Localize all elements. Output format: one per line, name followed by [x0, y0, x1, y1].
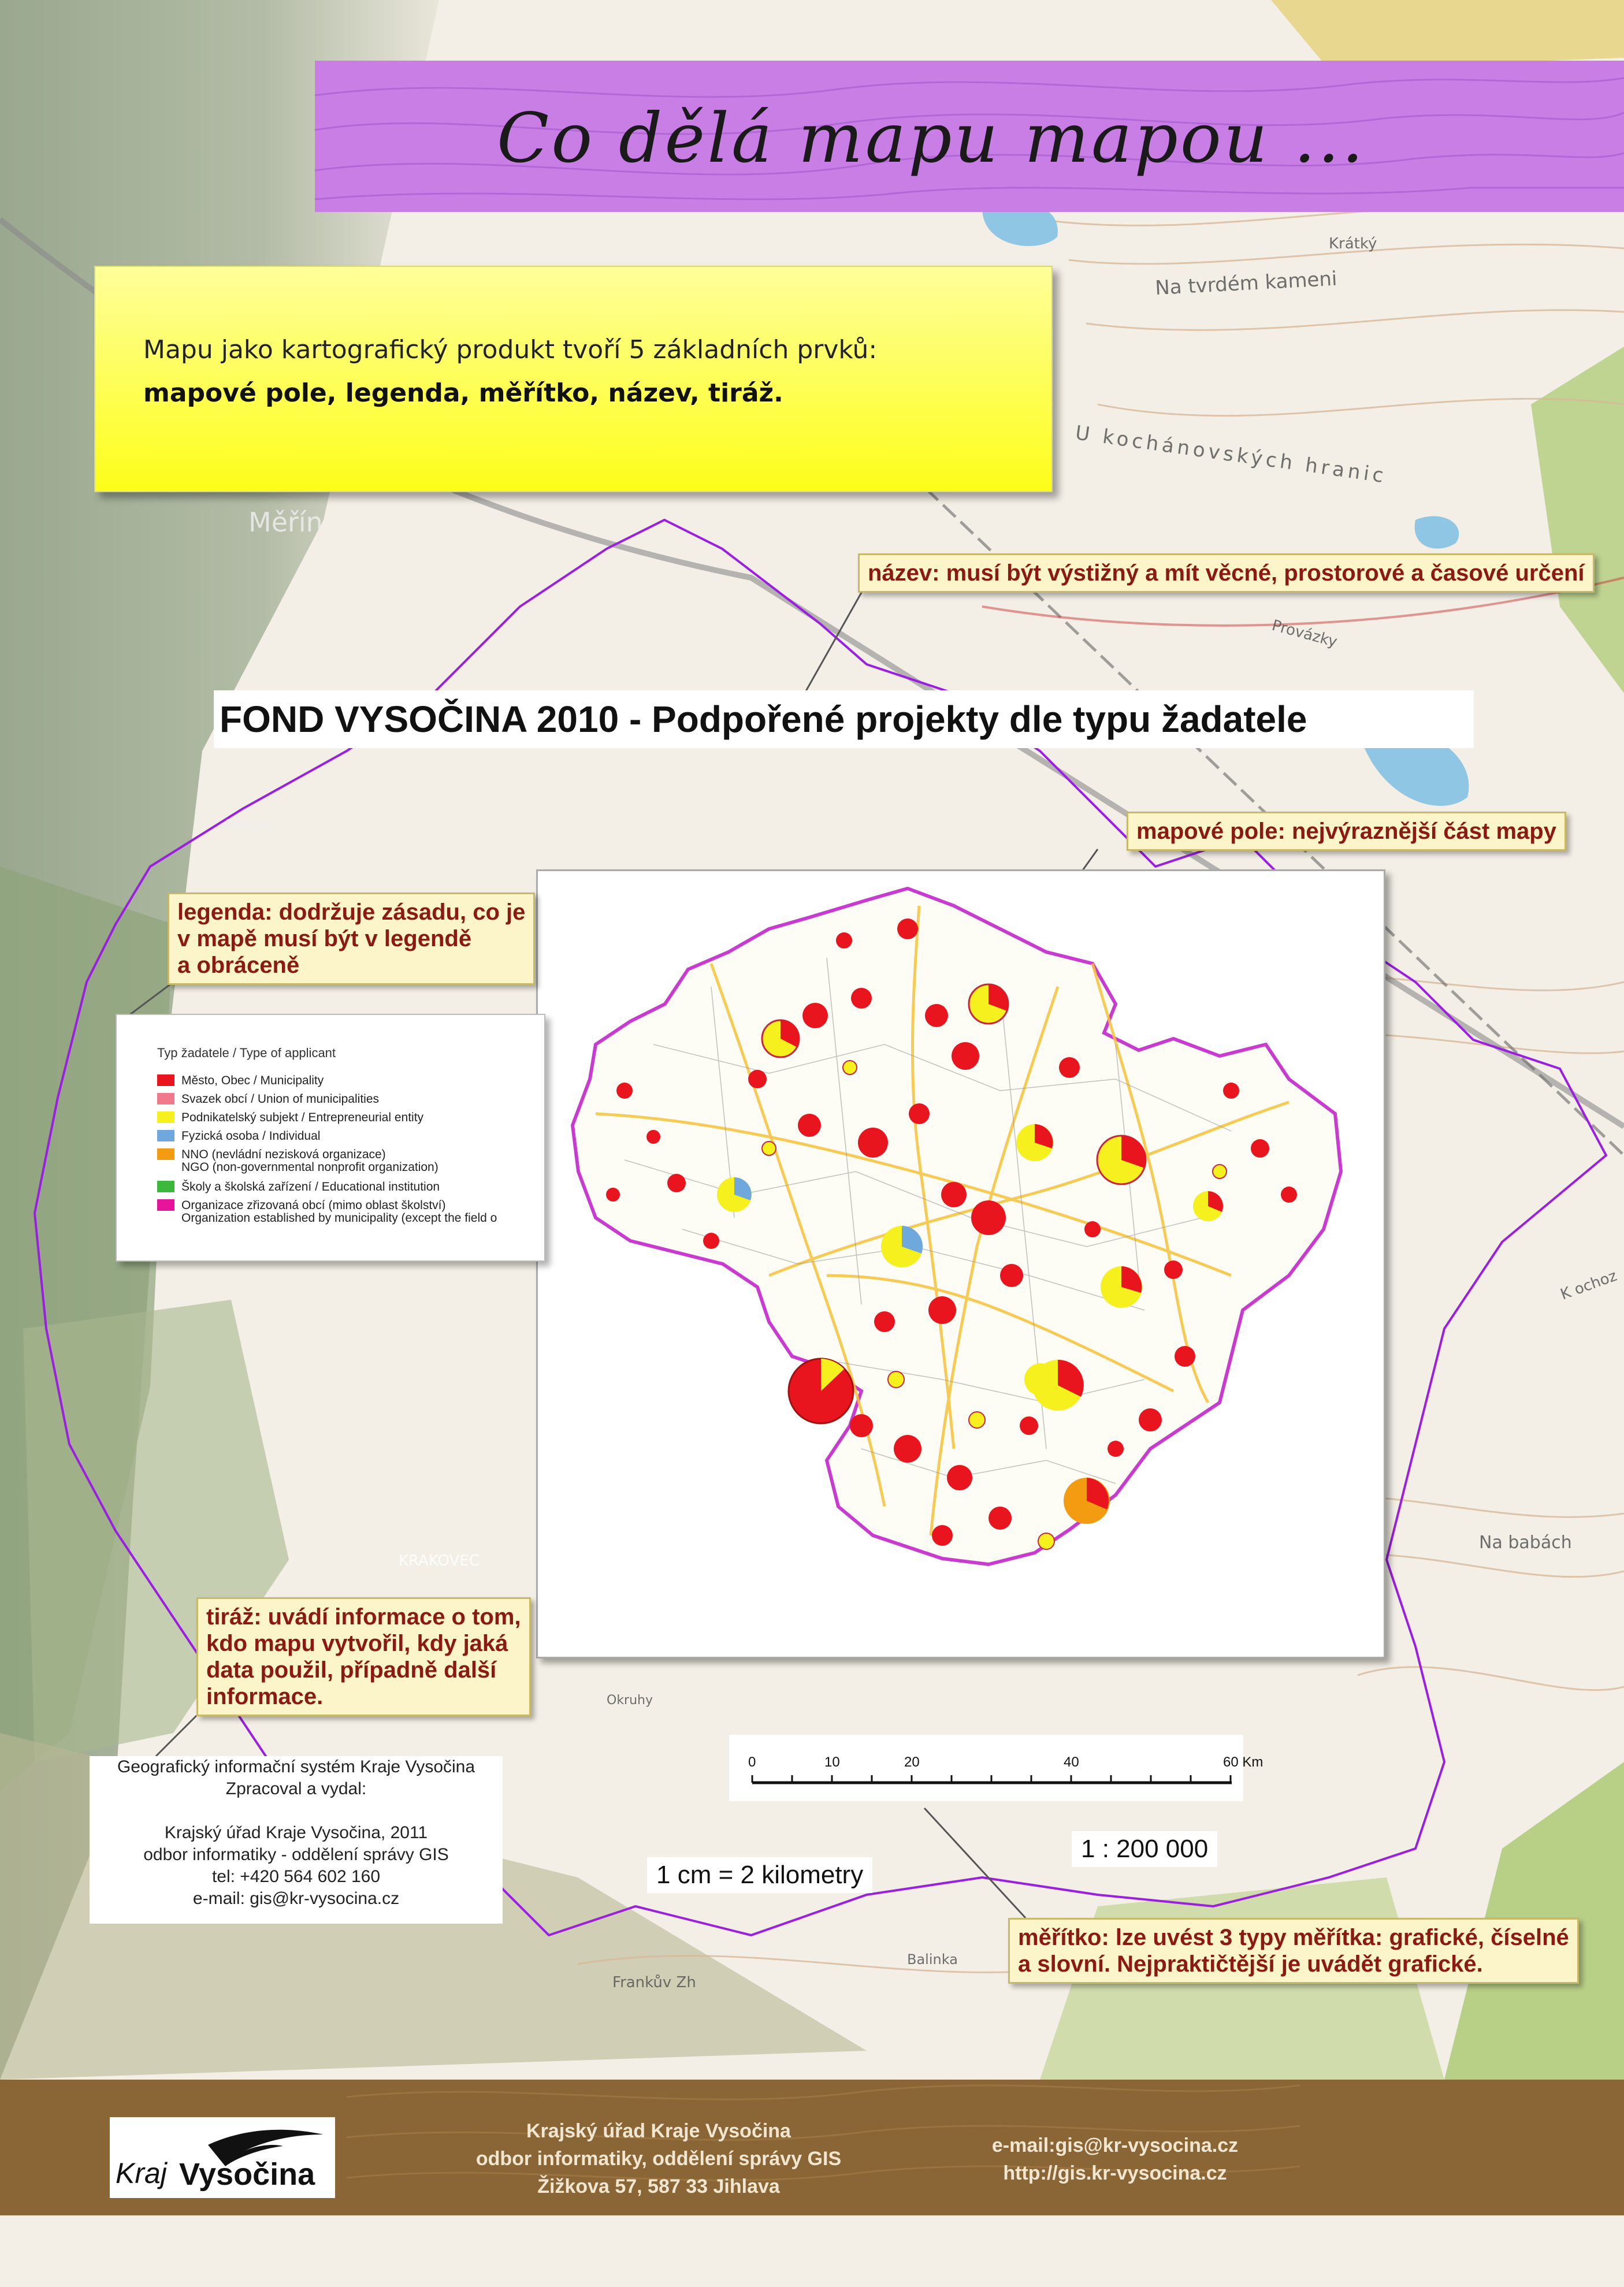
- legend-label: [181, 1199, 497, 1225]
- verbal-scale: 1 cm = 2 kilometry: [647, 1857, 872, 1893]
- logo-text-kraj: Kraj: [116, 2157, 167, 2189]
- legend-label: [181, 1181, 440, 1193]
- kraj-vysocina-logo[interactable]: [110, 2117, 335, 2198]
- legend-swatch: [157, 1093, 174, 1105]
- legend-label: [181, 1111, 423, 1124]
- legend-label: [181, 1148, 438, 1174]
- legend-label: [181, 1093, 379, 1106]
- scale-tick-0: 0: [748, 1754, 756, 1770]
- intro-line-1: Mapu jako kartografický produkt tvoří 5 základních prvků:: [143, 335, 878, 365]
- legend-label-line-1: Organizace zřizovaná obcí (mimo oblast školství): [181, 1199, 446, 1212]
- numeric-scale: 1 : 200 000: [1072, 1831, 1217, 1867]
- legend-swatch: [157, 1130, 174, 1141]
- label-na-tvrdem-kameni: Na tvrdém kameni: [1154, 267, 1338, 300]
- legend-item: [157, 1130, 320, 1143]
- legend-label-line-2: NGO (non-governmental nonprofit organization): [181, 1161, 438, 1174]
- label-krakovec: KRAKOVEC: [399, 1552, 480, 1570]
- legend-label: [181, 1130, 320, 1143]
- label-merin: Měřín: [248, 507, 323, 538]
- imprint-line-4: odbor informatiky - oddělení správy GIS: [143, 1845, 449, 1864]
- imprint-line-5: tel: +420 564 602 160: [211, 1867, 381, 1886]
- legend-label: [181, 1074, 324, 1087]
- map-field: [536, 869, 1385, 1658]
- scale-tick-60: 60 Km: [1223, 1754, 1263, 1770]
- legend-item: [157, 1093, 379, 1106]
- scale-tick-20: 20: [904, 1754, 920, 1770]
- legend-swatch: [157, 1074, 174, 1086]
- legend-swatch: [157, 1148, 174, 1160]
- map-title: FOND VYSOČINA 2010 - Podpořené projekty dle typu žadatele: [214, 690, 1474, 748]
- poster-title: Co dělá mapu mapou ...: [497, 98, 1366, 178]
- note-meritko: měřítko: lze uvést 3 typy měřítka: grafické, číselné a slovní. Nejpraktičtější je uvádět grafické.: [1008, 1918, 1579, 1984]
- vysocina-region-map: [538, 871, 1384, 1657]
- legend-title: Typ žadatele / Type of applicant: [157, 1046, 336, 1060]
- logo-text-vysocina: Vysočina: [179, 2157, 315, 2192]
- legend-label-line-1: Fyzická osoba / Individual: [181, 1129, 321, 1143]
- note-tiraz: tiráž: uvádí informace o tom, kdo mapu vytvořil, kdy jaká data použil, případně další informace.: [196, 1597, 531, 1716]
- imprint-line-6: e-mail: gis@kr-vysocina.cz: [192, 1889, 400, 1908]
- legend-label-line-2: Organization established by municipality (except the field o: [181, 1211, 497, 1225]
- footer-org-line-2: odbor informatiky, oddělení správy GIS: [475, 2148, 842, 2170]
- label-provazky: Provázky: [1270, 616, 1339, 651]
- note-mapove-pole: mapové pole: nejvýraznější část mapy: [1127, 812, 1566, 851]
- scale-bar: [729, 1735, 1263, 1801]
- map-imprint: [90, 1756, 503, 1924]
- label-ochoz: K ochoz: [1558, 1267, 1619, 1304]
- label-kratky: Krátký: [1329, 235, 1377, 252]
- intro-line-2: mapové pole, legenda, měřítko, název, tiráž.: [143, 378, 783, 408]
- footer-org-line-3: Žižkova 57, 587 33 Jihlava: [537, 2176, 780, 2197]
- legend-item: [157, 1111, 423, 1124]
- legend-label-line-1: Školy a školská zařízení / Educational institution: [181, 1180, 440, 1193]
- footer-email-link[interactable]: e-mail:gis@kr-vysocina.cz: [991, 2134, 1239, 2156]
- scale-tick-40: 40: [1064, 1754, 1079, 1770]
- label-na-babach: Na babách: [1479, 1533, 1572, 1553]
- legend-item: [157, 1148, 438, 1174]
- legend-label-line-1: Město, Obec / Municipality: [181, 1074, 324, 1087]
- label-okruhy: Okruhy: [607, 1693, 653, 1708]
- legend-swatch: [157, 1199, 174, 1211]
- footer-org-line-1: Krajský úřad Kraje Vysočina: [526, 2120, 791, 2142]
- graphic-scale: [729, 1735, 1263, 1801]
- legend-label-line-1: Podnikatelský subjekt / Entrepreneurial entity: [181, 1111, 424, 1124]
- legend-label-line-1: NNO (nevládní nezisková organizace): [181, 1148, 386, 1161]
- label-frankuv: Frankův Zh: [612, 1974, 696, 1991]
- imprint-line-3: Krajský úřad Kraje Vysočina, 2011: [164, 1823, 428, 1842]
- imprint-line-1: Geografický informační systém Kraje Vysočina: [117, 1757, 475, 1776]
- label-balinka: Balinka: [907, 1951, 958, 1968]
- legend-item: [157, 1181, 440, 1193]
- note-nazev: název: musí být výstižný a mít věcné, prostorové a časové určení: [858, 553, 1595, 593]
- legend-label-line-1: Svazek obcí / Union of municipalities: [181, 1092, 379, 1106]
- legend-item: [157, 1199, 497, 1225]
- legend-item: [157, 1074, 324, 1087]
- footer-web-link[interactable]: http://gis.kr-vysocina.cz: [1003, 2162, 1227, 2184]
- imprint-line-2: Zpracoval a vydal:: [225, 1779, 367, 1798]
- label-pustina: Pustina: [225, 818, 272, 832]
- footer-organization: [439, 2117, 878, 2200]
- note-legenda: legenda: dodržuje zásadu, co je v mapě musí být v legendě a obráceně: [168, 893, 535, 985]
- legend-swatch: [157, 1111, 174, 1123]
- legend-swatch: [157, 1181, 174, 1192]
- scale-tick-10: 10: [824, 1754, 840, 1770]
- label-u-kochanovskych-hranic: U kochánovských hranic: [1073, 421, 1388, 488]
- footer-contact: [936, 2132, 1294, 2187]
